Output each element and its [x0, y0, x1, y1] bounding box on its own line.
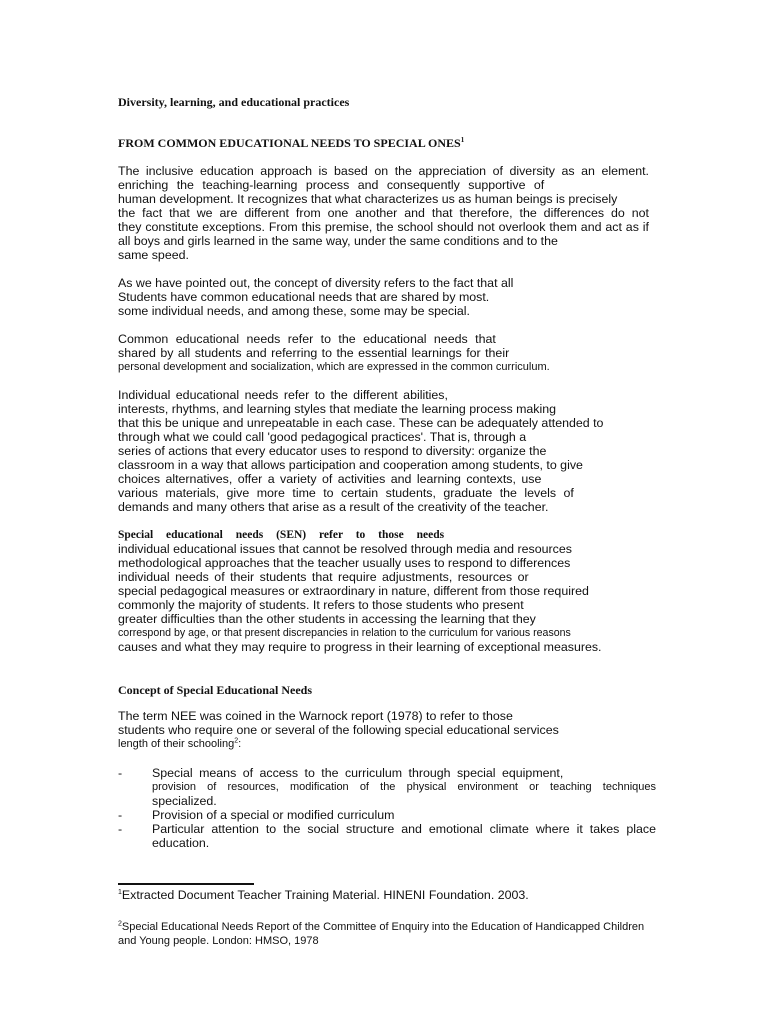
text-line: all boys and girls learned in the same way, under the same conditions and to the — [118, 234, 558, 248]
text-line: education. — [152, 836, 210, 850]
text-line: choices alternatives, offer a variety of activities and learning contexts, use — [118, 472, 542, 486]
text-line: special pedagogical measures or extraordinary in nature, different from those required — [118, 584, 589, 598]
text-line: As we have pointed out, the concept of diversity refers to the fact that all — [118, 276, 514, 290]
text-line: Provision of a special or modified curriculum — [152, 808, 395, 822]
text-line: same speed. — [118, 248, 189, 262]
footnote-separator — [118, 883, 254, 885]
text-line: and Young people. London: HMSO, 1978 — [118, 935, 319, 947]
text-line-with-ref — [118, 737, 649, 751]
footnote-1 — [118, 888, 663, 902]
list-item-text — [152, 766, 656, 808]
dash-bullet: - — [118, 822, 123, 836]
footnote-number: 2 — [118, 920, 122, 928]
text-line: interests, rhythms, and learning styles that mediate the learning process making — [118, 402, 557, 416]
list-item — [118, 766, 656, 808]
text-line: the fact that we are different from one another and that therefore, the differences do not — [118, 206, 649, 220]
footnote-ref: 1 — [460, 136, 465, 144]
paragraph-warnock — [118, 709, 649, 751]
text-line: personal development and socialization, which are expressed in the common curriculum. — [118, 361, 550, 373]
text-line: specialized. — [152, 794, 217, 808]
footnote-2 — [118, 920, 663, 948]
text-line: students who require one or several of the following special educational services — [118, 723, 559, 737]
text-line: causes and what they may require to progress in their learning of exceptional measures. — [118, 640, 602, 654]
list-item-text — [152, 808, 656, 822]
text-line: classroom in a way that allows participation and cooperation among students, to give — [118, 458, 583, 472]
section-heading-common-needs — [118, 136, 464, 151]
paragraph-common-needs — [118, 332, 649, 374]
text-line: shared by all students and referring to the essential learnings for their — [118, 346, 510, 360]
document-title: Diversity, learning, and educational practices — [118, 95, 350, 109]
text-line: various materials, give more time to certain students, graduate the levels of — [118, 486, 574, 500]
text-line: commonly the majority of students. It refers to those students who present — [118, 598, 524, 612]
text-line: they constitute exceptions. From this premise, the school should not overlook them and act as if — [118, 220, 649, 234]
list-item — [118, 822, 656, 850]
services-list — [118, 766, 656, 850]
text-line: Special means of access to the curriculum through special equipment, — [152, 766, 564, 780]
section-heading-text: FROM COMMON EDUCATIONAL NEEDS TO SPECIAL ONES — [118, 136, 461, 150]
text-line: methodological approaches that the teacher usually uses to respond to differences — [118, 556, 571, 570]
text-line: through what we could call 'good pedagogical practices'. That is, through a — [118, 430, 527, 444]
text-line: The inclusive education approach is based on the appreciation of diversity as an element. — [118, 164, 649, 178]
text-line: individual educational issues that cannot be resolved through media and resources — [118, 542, 572, 556]
section-heading-sen-concept: Concept of Special Educational Needs — [118, 683, 313, 697]
text-line: Common educational needs refer to the educational needs that — [118, 332, 496, 346]
text-line: enriching the teaching-learning process and consequently supportive of — [118, 178, 545, 192]
text-line: that this be unique and unrepeatable in each case. These can be adequately attended to — [118, 416, 604, 430]
paragraph-special-needs — [118, 528, 649, 654]
footnote-number: 1 — [118, 888, 122, 896]
text-fragment: : — [238, 738, 242, 750]
text-line: Particular attention to the social structure and emotional climate where it takes place — [152, 822, 656, 836]
text-line — [118, 920, 663, 934]
paragraph-inclusive-education — [118, 164, 649, 262]
text-line: greater difficulties than the other students in accessing the learning that they — [118, 612, 536, 626]
paragraph-diversity-concept — [118, 276, 649, 318]
text-line: Individual educational needs refer to the different abilities, — [118, 388, 448, 402]
paragraph-individual-needs — [118, 388, 649, 514]
text-line: demands and many others that arise as a result of the creativity of the teacher. — [118, 500, 549, 514]
text-line: some individual needs, and among these, some may be special. — [118, 304, 470, 318]
text-line: Students have common educational needs that are shared by most. — [118, 290, 490, 304]
list-item-text — [152, 822, 656, 850]
text-fragment: length of their schooling — [118, 738, 235, 750]
text-line: correspond by age, or that present discrepancies in relation to the curriculum for various reasons — [118, 627, 571, 639]
footnote-text: Special Educational Needs Report of the Committee of Enquiry into the Education of Handicapped Children — [121, 921, 645, 933]
footnote-text: Extracted Document Teacher Training Material. HINENI Foundation. 2003. — [121, 888, 529, 902]
text-line: series of actions that every educator uses to respond to diversity: organize the — [118, 444, 547, 458]
text-line: individual needs of their students that require adjustments, resources or — [118, 570, 529, 584]
dash-bullet: - — [118, 766, 123, 780]
list-item — [118, 808, 656, 822]
dash-bullet: - — [118, 808, 123, 822]
text-line: provision of resources, modification of the physical environment or teaching techniques — [152, 781, 656, 793]
text-line: The term NEE was coined in the Warnock report (1978) to refer to those — [118, 709, 513, 723]
footnote-ref: 2 — [234, 737, 239, 745]
sen-lead-line: Special educational needs (SEN) refer to those needs — [118, 529, 445, 541]
text-line: human development. It recognizes that what characterizes us as human beings is precisely — [118, 192, 618, 206]
